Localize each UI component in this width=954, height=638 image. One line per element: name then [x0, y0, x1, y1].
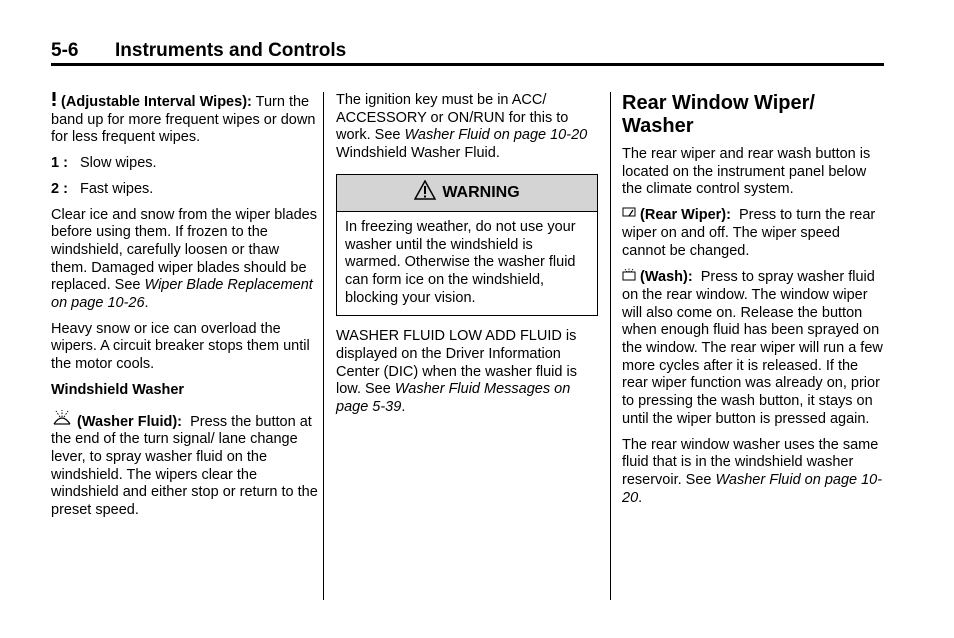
washer-fluid-paragraph [51, 408, 319, 520]
cross-reference: Washer Fluid on page 10-20 [404, 127, 588, 144]
heavy-snow-paragraph: Heavy snow or ice can overload the wipers. A circuit breaker stops them until the motor cools. [51, 320, 310, 373]
rear-intro-paragraph: The rear wiper and rear wash button is located on the instrument panel below the climate control system. [622, 146, 871, 198]
warning-title: WARNING [442, 183, 520, 201]
column-middle [336, 92, 598, 425]
rear-wiper-heading: Rear Window Wiper/ Washer [622, 92, 815, 137]
rear-wiper-text: Press to turn the rear wiper on and off. The wiper speed cannot be changed. [622, 207, 876, 259]
washer-fluid-icon [51, 408, 73, 432]
page-number: 5-6 [51, 40, 79, 61]
adjustable-interval-text: Turn the band up for more frequent wipes or down for less frequent wipes. [51, 94, 316, 146]
warning-header [337, 175, 597, 212]
page-header [51, 38, 884, 64]
rear-wash-label: (Wash): [640, 269, 693, 286]
column-divider [323, 92, 324, 600]
header-rule [51, 63, 884, 66]
warning-box [336, 174, 598, 317]
cross-reference: Washer Fluid Messages on page 5-39 [336, 381, 571, 416]
rear-wiper-label: (Rear Wiper): [640, 207, 731, 224]
washer-low-paragraph: WASHER FLUID LOW ADD FLUID is displayed on the Driver Information Center (DIC) when the washer fluid is low. See Washer Fluid Messages on page 5-39. [336, 328, 577, 416]
windshield-washer-heading: Windshield Washer [51, 381, 185, 398]
clear-ice-paragraph: Clear ice and snow from the wiper blades before using them. If frozen to the windshield, carefully loosen or thaw them. Damaged wiper blades should be replaced. See Wiper Blade Replacement on page 10-26. [51, 206, 317, 312]
rear-wiper-paragraph [622, 207, 884, 260]
list-item-number: 2 : [51, 180, 68, 197]
list-item-text: Fast wipes. [80, 180, 154, 197]
list-item-number: 1 : [51, 155, 68, 172]
adjustable-interval-paragraph [51, 92, 319, 147]
rear-wiper-icon [622, 207, 636, 225]
warning-triangle-icon [414, 180, 436, 205]
rear-wash-paragraph [622, 268, 884, 428]
rear-wash-text: Press to spray washer fluid on the rear window. The window wiper will also come on. Release the button when enough fluid has been sprayed on the window. The rear wiper will run a few more cycles after it is released. If the rear wiper function was already on, prior to pressing the wash button, it stays on until the wiper button is pressed again. [622, 269, 883, 427]
washer-fluid-text: Press the button at the end of the turn signal/ lane change lever, to spray washer fluid on the windshield. The wipers clear the windshield and either stop or return to the preset speed. [51, 413, 318, 519]
adjustable-interval-label: (Adjustable Interval Wipes): [61, 94, 252, 110]
washer-fluid-label: (Washer Fluid): [77, 413, 183, 430]
cross-reference: Washer Fluid on page 10-20 [622, 471, 883, 506]
rear-wash-icon [622, 268, 636, 287]
section-title: Instruments and Controls [115, 40, 347, 61]
interval-band-icon [51, 92, 57, 112]
column-divider [610, 92, 611, 600]
list-item-text: Slow wipes. [80, 155, 157, 172]
reservoir-paragraph: The rear window washer uses the same fluid that is in the windshield washer reservoir. See Washer Fluid on page 10-20. [622, 436, 883, 506]
list-item [51, 181, 319, 199]
list-item [51, 155, 319, 173]
warning-text: In freezing weather, do not use your washer until the windshield is warmed. Otherwise the washer fluid can form ice on the windshield, blocking your vision. [345, 218, 576, 306]
column-right [622, 92, 884, 515]
ignition-paragraph: The ignition key must be in ACC/ ACCESSORY or ON/RUN for this to work. See Washer Fluid on page 10-20 Windshield Washer Fluid. [336, 92, 588, 162]
cross-reference: Wiper Blade Replacement on page 10-26 [51, 277, 313, 312]
column-left [51, 92, 319, 528]
